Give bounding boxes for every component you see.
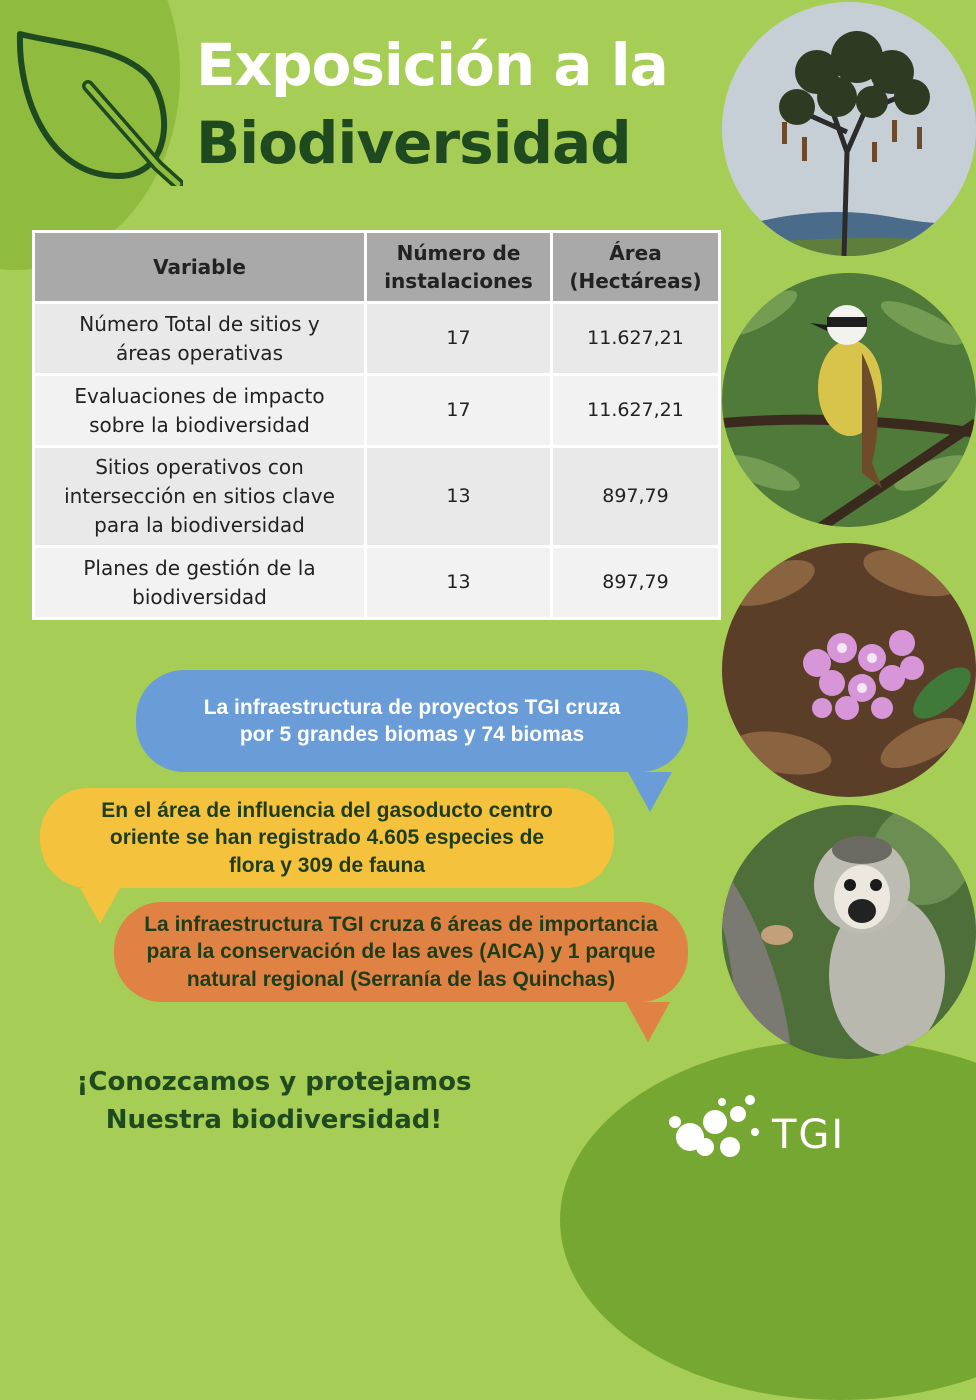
bubble-text-aica: La infraestructura TGI cruza 6 áreas de importancia para la conservación de las aves (AICA) y 1 parque natural regional (Serranía de las Quinchas) xyxy=(114,902,688,1002)
table-row xyxy=(34,303,720,375)
cell-area: 897,79 xyxy=(552,447,720,547)
cell-variable: Número Total de sitios y áreas operativas xyxy=(34,303,366,375)
leaf-icon xyxy=(8,26,183,186)
cell-instalaciones: 17 xyxy=(366,303,552,375)
table-row xyxy=(34,447,720,547)
cell-variable: Sitios operativos con intersección en sitios clave para la biodiversidad xyxy=(34,447,366,547)
monkey-photo xyxy=(722,805,976,1059)
cell-area: 11.627,21 xyxy=(552,303,720,375)
cell-instalaciones: 13 xyxy=(366,447,552,547)
table-row xyxy=(34,547,720,619)
closing-line-1: ¡Conozcamos y protejamos xyxy=(76,1067,472,1097)
tgi-logo-text: TGI xyxy=(772,1112,846,1158)
header-variable: Variable xyxy=(34,232,366,303)
bird-photo xyxy=(722,273,976,527)
table-header-row xyxy=(34,232,720,303)
bubble-tail xyxy=(628,772,672,812)
bubble-tail xyxy=(626,1002,670,1042)
closing-line-2: Nuestra biodiversidad! xyxy=(105,1104,443,1135)
table-row xyxy=(34,375,720,447)
tree-photo xyxy=(722,2,976,256)
header-area: Área (Hectáreas) xyxy=(552,232,720,303)
cell-area: 11.627,21 xyxy=(552,375,720,447)
title-line-2: Biodiversidad xyxy=(196,109,631,177)
page-title xyxy=(196,31,668,177)
cell-instalaciones: 17 xyxy=(366,375,552,447)
bubble-text-especies: En el área de influencia del gasoducto centro oriente se han registrado 4.605 especies de flora y 309 de fauna xyxy=(40,788,614,888)
cell-area: 897,79 xyxy=(552,547,720,619)
cell-variable: Planes de gestión de la biodiversidad xyxy=(34,547,366,619)
orchid-photo xyxy=(722,543,976,797)
header-instalaciones: Número de instalaciones xyxy=(366,232,552,303)
title-line-1: Exposición a la xyxy=(196,31,668,99)
speech-bubble-aica xyxy=(114,902,688,1052)
bubble-text-biomas: La infraestructura de proyectos TGI cruza por 5 grandes biomas y 74 biomas xyxy=(136,670,688,772)
biodiversity-table xyxy=(32,230,721,620)
cell-variable: Evaluaciones de impacto sobre la biodiversidad xyxy=(34,375,366,447)
closing-message xyxy=(64,1064,484,1139)
cell-instalaciones: 13 xyxy=(366,547,552,619)
